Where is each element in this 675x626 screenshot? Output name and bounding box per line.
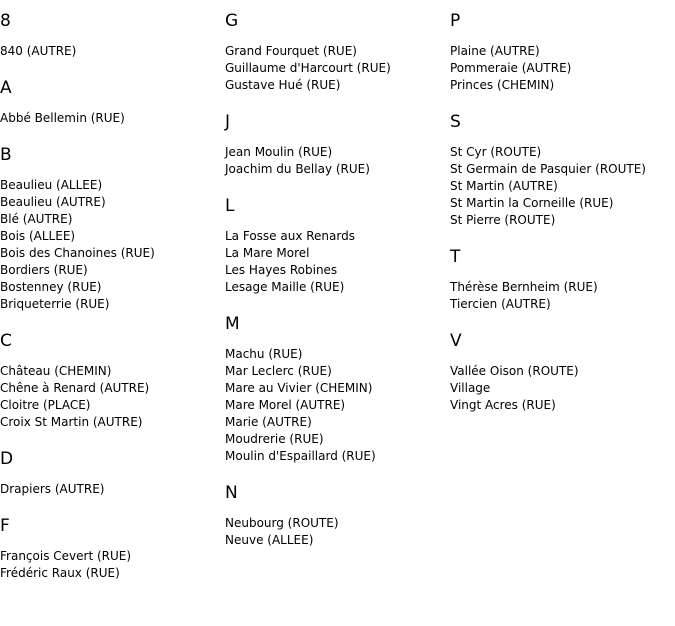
letter-group xyxy=(225,482,450,549)
letter-heading: P xyxy=(450,11,461,31)
street-link[interactable]: Joachim du Bellay (RUE) xyxy=(225,162,370,176)
letter-heading: T xyxy=(450,247,461,267)
street-link[interactable]: Mar Leclerc (RUE) xyxy=(225,364,332,378)
street-link[interactable]: Grand Fourquet (RUE) xyxy=(225,44,357,58)
letter-group xyxy=(0,144,225,313)
letter-heading: B xyxy=(0,145,12,165)
street-link[interactable]: Chêne à Renard (AUTRE) xyxy=(0,381,150,395)
street-link[interactable]: Briqueterrie (RUE) xyxy=(0,297,110,311)
street-link[interactable]: Blé (AUTRE) xyxy=(0,212,73,226)
street-link[interactable]: Neubourg (ROUTE) xyxy=(225,516,339,530)
letter-group xyxy=(225,111,450,178)
street-link[interactable]: Pommeraie (AUTRE) xyxy=(450,61,572,75)
letter-heading: M xyxy=(225,314,240,334)
street-list xyxy=(0,110,225,127)
street-link[interactable]: Moudrerie (RUE) xyxy=(225,432,324,446)
letter-heading: C xyxy=(0,331,12,351)
street-link[interactable]: La Mare Morel xyxy=(225,246,310,260)
street-link[interactable]: St Pierre (ROUTE) xyxy=(450,213,556,227)
street-list xyxy=(0,481,225,498)
street-link[interactable]: Mare au Vivier (CHEMIN) xyxy=(225,381,373,395)
street-link[interactable]: Bois (ALLEE) xyxy=(0,229,76,243)
street-link[interactable]: Thérèse Bernheim (RUE) xyxy=(450,280,598,294)
letter-group xyxy=(0,10,225,60)
street-link[interactable]: Beaulieu (ALLEE) xyxy=(0,178,103,192)
letter-group xyxy=(450,10,675,94)
letter-heading: G xyxy=(225,11,239,31)
letter-heading: V xyxy=(450,331,462,351)
street-list xyxy=(450,363,675,414)
street-link[interactable]: La Fosse aux Renards xyxy=(225,229,355,243)
street-link[interactable]: Vingt Acres (RUE) xyxy=(450,398,556,412)
letter-group xyxy=(0,330,225,431)
street-link[interactable]: Abbé Bellemin (RUE) xyxy=(0,111,125,125)
letter-group xyxy=(225,10,450,94)
letter-group xyxy=(450,246,675,313)
street-link[interactable]: Cloitre (PLACE) xyxy=(0,398,91,412)
letter-heading: N xyxy=(225,483,238,503)
letter-group xyxy=(0,448,225,498)
letter-heading: F xyxy=(0,516,10,536)
street-list xyxy=(0,363,225,431)
street-link[interactable]: Beaulieu (AUTRE) xyxy=(0,195,106,209)
street-link[interactable]: Les Hayes Robines xyxy=(225,263,338,277)
street-link[interactable]: Tiercien (AUTRE) xyxy=(450,297,551,311)
street-list xyxy=(0,177,225,313)
street-link[interactable]: Village xyxy=(450,381,491,395)
street-link[interactable]: Machu (RUE) xyxy=(225,347,303,361)
letter-group xyxy=(0,515,225,582)
street-link[interactable]: St Cyr (ROUTE) xyxy=(450,145,542,159)
street-link[interactable]: Bois des Chanoines (RUE) xyxy=(0,246,155,260)
street-link[interactable]: Bostenney (RUE) xyxy=(0,280,102,294)
street-column-3 xyxy=(450,10,675,431)
street-link[interactable]: Drapiers (AUTRE) xyxy=(0,482,105,496)
letter-heading: D xyxy=(0,449,14,469)
street-link[interactable]: Mare Morel (AUTRE) xyxy=(225,398,346,412)
letter-heading: 8 xyxy=(0,11,11,31)
street-link[interactable]: Bordiers (RUE) xyxy=(0,263,88,277)
street-link[interactable]: Neuve (ALLEE) xyxy=(225,533,314,547)
street-link[interactable]: Guillaume d'Harcourt (RUE) xyxy=(225,61,391,75)
street-link[interactable]: Plaine (AUTRE) xyxy=(450,44,540,58)
letter-group xyxy=(225,195,450,296)
street-link[interactable]: François Cevert (RUE) xyxy=(0,549,132,563)
street-list xyxy=(450,279,675,313)
letter-group xyxy=(225,313,450,465)
street-link[interactable]: Jean Moulin (RUE) xyxy=(225,145,333,159)
street-link[interactable]: Princes (CHEMIN) xyxy=(450,78,555,92)
street-link[interactable]: Marie (AUTRE) xyxy=(225,415,312,429)
street-link[interactable]: Moulin d'Espaillard (RUE) xyxy=(225,449,376,463)
street-list xyxy=(225,144,450,178)
letter-heading: J xyxy=(225,112,231,132)
letter-group xyxy=(450,111,675,229)
street-list xyxy=(225,515,450,549)
street-link[interactable]: Croix St Martin (AUTRE) xyxy=(0,415,143,429)
street-link[interactable]: Frédéric Raux (RUE) xyxy=(0,566,120,580)
street-link[interactable]: St Germain de Pasquier (ROUTE) xyxy=(450,162,646,176)
letter-heading: L xyxy=(225,196,235,216)
letter-heading: A xyxy=(0,78,12,98)
street-link[interactable]: Gustave Hué (RUE) xyxy=(225,78,341,92)
street-link[interactable]: Château (CHEMIN) xyxy=(0,364,112,378)
street-list xyxy=(450,43,675,94)
street-list xyxy=(0,548,225,582)
street-column-2 xyxy=(225,10,450,566)
street-list xyxy=(225,228,450,296)
street-link[interactable]: 840 (AUTRE) xyxy=(0,44,77,58)
street-list xyxy=(225,346,450,465)
letter-group xyxy=(450,330,675,414)
street-link[interactable]: Lesage Maille (RUE) xyxy=(225,280,345,294)
street-link[interactable]: St Martin (AUTRE) xyxy=(450,179,558,193)
street-link[interactable]: Vallée Oison (ROUTE) xyxy=(450,364,579,378)
street-list xyxy=(0,43,225,60)
letter-group xyxy=(0,77,225,127)
street-list xyxy=(225,43,450,94)
street-column-1 xyxy=(0,10,225,599)
letter-heading: S xyxy=(450,112,461,132)
street-list xyxy=(450,144,675,229)
street-link[interactable]: St Martin la Corneille (RUE) xyxy=(450,196,614,210)
